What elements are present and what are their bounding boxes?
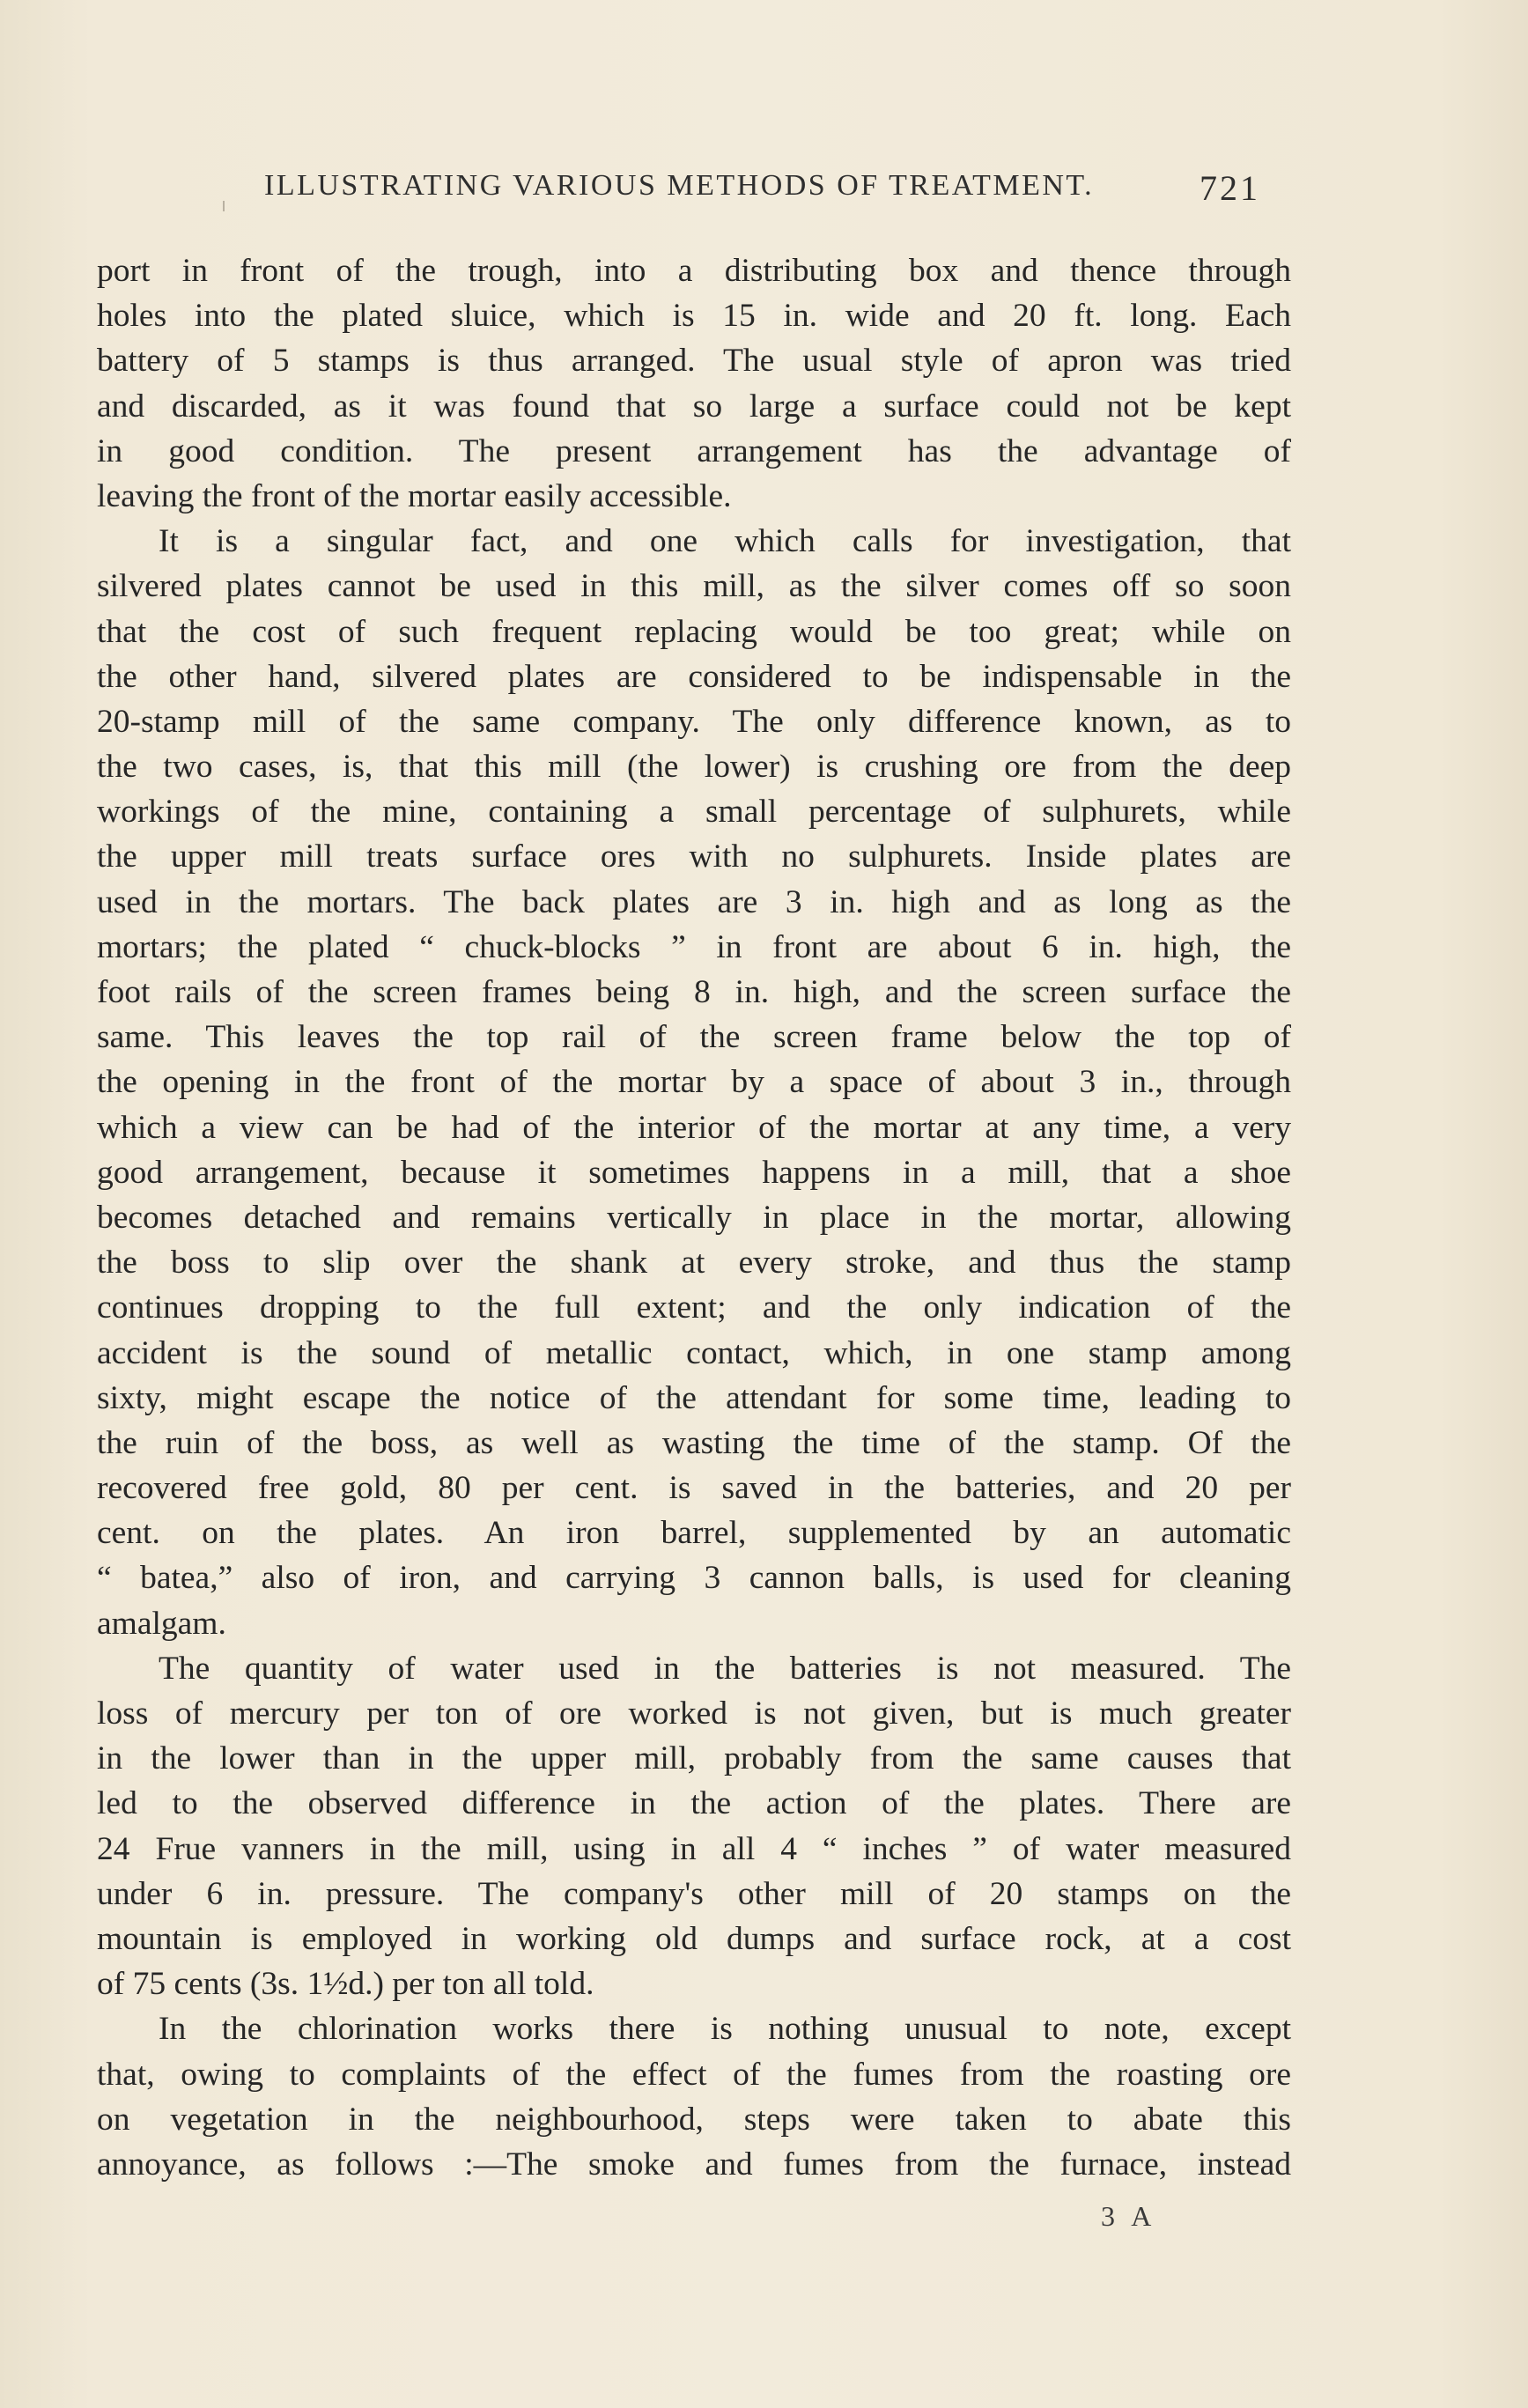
text-line: 24 Frue vanners in the mill, using in all 4 “ inches ” of water measured (97, 1830, 1291, 1867)
text-line: the two cases, is, that this mill (the lower) is crushing ore from the deep (97, 749, 1291, 786)
text-line: under 6 in. pressure. The company's other mill of 20 stamps on the (97, 1875, 1291, 1912)
text-line: annoyance, as follows :—The smoke and fumes from the furnace, instead (97, 2146, 1291, 2183)
text-line: amalgam. (97, 1605, 226, 1642)
text-line: that, owing to complaints of the effect of the fumes from the roasting ore (97, 2056, 1291, 2093)
signature-mark: 3 A (1101, 2200, 1157, 2232)
text-line: loss of mercury per ton of ore worked is not given, but is much greater (97, 1695, 1291, 1732)
paragraph-start: The quantity of water used in the batteries is not measured. The (159, 1650, 1291, 1687)
paragraph-start: It is a singular fact, and one which calls for investigation, that (159, 523, 1291, 560)
text-line: “ batea,” also of iron, and carrying 3 cannon balls, is used for cleaning (97, 1560, 1291, 1597)
text-line: sixty, might escape the notice of the attendant for some time, leading to (97, 1379, 1291, 1416)
text-line: silvered plates cannot be used in this mill, as the silver comes off so soon (97, 568, 1291, 605)
text-line: led to the observed difference in the action of the plates. There are (97, 1785, 1291, 1822)
page-number: 721 (1200, 168, 1260, 208)
text-line: same. This leaves the top rail of the screen frame below the top of (97, 1019, 1291, 1056)
text-line: that the cost of such frequent replacing would be too great; while on (97, 613, 1291, 650)
text-line: the ruin of the boss, as well as wasting the time of the stamp. Of the (97, 1424, 1291, 1461)
text-line: the upper mill treats surface ores with no sulphurets. Inside plates are (97, 838, 1291, 875)
text-line: continues dropping to the full extent; and the only indication of the (97, 1289, 1291, 1326)
text-line: in good condition. The present arrangement has the advantage of (97, 432, 1291, 469)
text-line: mortars; the plated “ chuck-blocks ” in front are about 6 in. high, the (97, 928, 1291, 965)
text-line: and discarded, as it was found that so large a surface could not be kept (97, 388, 1291, 425)
paragraph-start: In the chlorination works there is nothing unusual to note, except (159, 2011, 1291, 2048)
text-line: accident is the sound of metallic contact, which, in one stamp among (97, 1334, 1291, 1371)
text-line: foot rails of the screen frames being 8 in. high, and the screen surface the (97, 974, 1291, 1010)
text-line: on vegetation in the neighbourhood, steps were taken to abate this (97, 2101, 1291, 2138)
text-line: holes into the plated sluice, which is 15 in. wide and 20 ft. long. Each (97, 298, 1291, 335)
text-line: port in front of the trough, into a distributing box and thence through (97, 253, 1291, 289)
text-line: workings of the mine, containing a small percentage of sulphurets, while (97, 794, 1291, 831)
text-line: good arrangement, because it sometimes happens in a mill, that a shoe (97, 1154, 1291, 1191)
running-head: ILLUSTRATING VARIOUS METHODS OF TREATMENT. (264, 169, 1095, 202)
text-line: recovered free gold, 80 per cent. is saved in the batteries, and 20 per (97, 1470, 1291, 1507)
text-line: cent. on the plates. An iron barrel, supplemented by an automatic (97, 1515, 1291, 1552)
text-line: in the lower than in the upper mill, probably from the same causes that (97, 1740, 1291, 1777)
text-line: 20-stamp mill of the same company. The only difference known, as to (97, 703, 1291, 740)
text-line: the boss to slip over the shank at every stroke, and thus the stamp (97, 1245, 1291, 1282)
printer-mark (223, 201, 225, 211)
text-line: battery of 5 stamps is thus arranged. The usual style of apron was tried (97, 343, 1291, 380)
text-line: leaving the front of the mortar easily accessible. (97, 477, 732, 514)
text-line: of 75 cents (3s. 1½d.) per ton all told. (97, 1966, 594, 2003)
body-text (97, 248, 1291, 2187)
text-line: used in the mortars. The back plates are 3 in. high and as long as the (97, 883, 1291, 920)
text-line: the opening in the front of the mortar by a space of about 3 in., through (97, 1064, 1291, 1101)
text-line: mountain is employed in working old dumps and surface rock, at a cost (97, 1920, 1291, 1957)
text-line: the other hand, silvered plates are considered to be indispensable in the (97, 658, 1291, 695)
text-line: which a view can be had of the interior of the mortar at any time, a very (97, 1109, 1291, 1146)
text-line: becomes detached and remains vertically in place in the mortar, allowing (97, 1199, 1291, 1236)
